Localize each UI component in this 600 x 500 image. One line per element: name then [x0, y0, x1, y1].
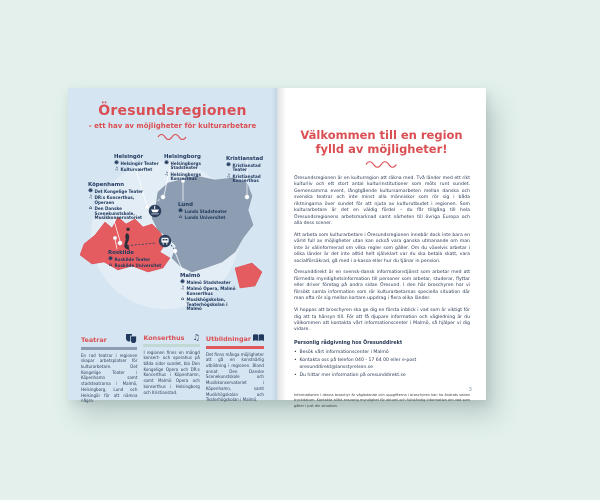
venue-item: ♫ Malmö Opera, Malmö Konserthus	[180, 287, 242, 296]
theater-masks-icon	[164, 162, 169, 167]
paragraph: Att arbeta som kulturarbetare i Öresundsregionen innebär dock inte bara en värld full av möjligheter utan kan också vara ganska utmanande om man inte är välinformerad om vilka regler som gäller. Om du växelvis arbetar i olika länder är det inte alltid helt självklart var du ska betala skatt, vara socialförsäkrad, gå med i a-kassa eller hur du tjänar in pension.	[294, 232, 470, 264]
venue-item: ⌂ Lunds Universitet	[178, 216, 230, 221]
city-name: Köpenhamn	[88, 182, 125, 188]
bullet-dot-icon: •	[294, 349, 297, 355]
venue-item: ♫ Kristianstad Konserthus	[226, 175, 270, 184]
map-legend	[81, 334, 264, 404]
city-group-kopenhamn	[88, 182, 152, 223]
legend-title: Teatrar	[81, 335, 107, 344]
city-group-helsingborg	[164, 154, 220, 184]
theater-masks-icon	[88, 190, 93, 195]
city-group-helsingor	[114, 154, 166, 174]
advice-bullet: • Du hittar mer information på oresunddirekt.se	[294, 372, 406, 378]
advice-bullet: • Kontakta oss på telefon 040 - 17 64 00 eller e-post oresunddirekt@lansstyrelsen.se	[294, 358, 417, 370]
venue-item: ☻ Malmö Stadsteater	[180, 281, 242, 286]
venue-item: ☻ Lunds Stadsteater	[178, 210, 230, 215]
footnote: Informationen i denna broschyr är vägledande och uppgifterna i broschyren kan ha ändrats sedan tryckdatum. Kontakta alltid ansvarig myndighet för aktuell och fullständig information om vad som gäller i just din situation.	[294, 393, 470, 408]
venue-item: ⌂ Roskilde Universitet	[108, 264, 162, 269]
legend-column-utbildningar	[206, 334, 264, 404]
legend-column-teatrar	[81, 334, 137, 404]
legend-text: En rad teatrar i regionen skapar arbetsplatser för kulturarbetare. Det Kongelige Teater i Köpenhamn samt stadsteatrarna i Malmö, Helsingborg, Lund och Helsingör för att nämna några.	[81, 352, 138, 404]
theater-masks-icon	[180, 281, 185, 286]
open-book-icon	[253, 334, 264, 344]
venue-item: ☻ Det Kongelige Teater	[88, 190, 152, 195]
bullet-dot-icon: •	[294, 358, 297, 364]
venue-item: ☻ Helsingör Teater	[114, 162, 166, 167]
theater-masks-icon	[226, 164, 231, 169]
venue-item: ♫ DR:s Koncerthus, Operaen	[88, 196, 152, 205]
wave-squiggle-icon	[157, 133, 189, 140]
music-note-icon	[226, 175, 231, 180]
city-name: Kristianstad	[226, 156, 264, 162]
page-right-text	[277, 88, 486, 408]
right-page-title: Välkommen till en region fylld av möjligheter!	[300, 128, 463, 157]
city-group-malmo	[180, 273, 242, 314]
legend-column-konserthus	[143, 334, 199, 404]
venue-item: ☻ Kristianstad Teater	[226, 164, 270, 173]
city-name: Roskilde	[108, 250, 134, 256]
bullet-dot-icon: •	[294, 372, 297, 378]
advice-heading: Personlig rådgivning hos Öresunddirekt	[294, 340, 403, 346]
advice-bullet: • Besök vårt informationscenter i Malmö	[294, 349, 389, 355]
theater-masks-icon	[108, 258, 113, 263]
music-note-icon: ♫	[192, 333, 200, 342]
body-text	[294, 176, 470, 409]
legend-underline-bar	[143, 344, 199, 347]
city-group-lund	[178, 202, 230, 222]
left-page-subtitle: - ett hav av möjligheter för kulturarbetare	[88, 122, 257, 130]
city-name: Helsingborg	[164, 154, 201, 160]
venue-item: ⌂ Musikhögskolan, Teaterhögskolan i Malmö	[180, 298, 242, 312]
legend-underline-bar	[206, 346, 264, 349]
music-note-icon	[164, 173, 169, 178]
venue-item: ⌂ Den Danske Scenekunstskole, Musikkonservatoriet	[88, 207, 152, 221]
city-name: Lund	[178, 202, 193, 208]
paragraph: Vi hoppas att broschyren ska ge dig en första inblick i vad som är viktigt för dig att ta hänsyn till. För att få djupare information och vägledning är du välkommen att kontakta vårt informationscenter i Malmö, så hjälper vi dig vidare.	[294, 308, 470, 333]
city-group-kristianstad	[226, 156, 270, 186]
building-icon	[180, 298, 185, 303]
building-icon	[178, 216, 183, 221]
page-left-map	[68, 88, 277, 404]
venue-item: ☻ Helsingborgs Stadsteater	[164, 162, 220, 171]
legend-underline-bar	[81, 347, 137, 350]
city-name: Malmö	[180, 273, 201, 279]
theater-masks-icon	[178, 210, 183, 215]
wave-squiggle-icon	[365, 160, 399, 168]
theater-masks-icon	[126, 334, 137, 345]
legend-text: I regionen finns en mängd konsert- och operahus på båda sidor sundet, bla Den Kongelige Opera och DR:s Koncerthus i Köpenhamn, samt Malmö Opera och konserthus i Helsingborg och Kristianstad.	[143, 349, 200, 395]
music-note-icon	[114, 168, 119, 173]
legend-text: Det finns många möjligheter att gå en konstnärlig utbildning i regionen. Bland annat Den Danske Scenekunstskole och Musikkonservatoriet i Köpenhamn, samt Musikhögskolan och Teaterhögskolan i Malmö.	[205, 351, 264, 403]
paragraph: Öresundsregionen är en kulturregion att räkna med. Två länder med ett rikt kulturliv och ett stort antal kulturinstitutioner som möts runt sundet. Gemensamma event, långtgående kultursamarbeten mellan danska och svenska teatrar och inte minst alla människor som rör sig i båda riktningarna över sundet för att njuta av kulturutbudet i regionen. Som kulturarbetare är det en väldig fördel – du får tillgång till hela Öresundsregionens arbetsmarknad samt närheten till övriga Europa och alla dess scener.	[294, 176, 470, 226]
venue-item: ♫ Helsingborgs Konserthus	[164, 173, 220, 182]
city-group-roskilde	[108, 250, 162, 270]
building-icon	[88, 207, 93, 212]
building-icon	[108, 264, 113, 269]
theater-masks-icon	[114, 162, 119, 167]
brochure-spread	[68, 88, 486, 408]
music-note-icon	[88, 196, 93, 201]
city-name: Helsingör	[114, 154, 144, 160]
legend-title: Konserthus	[143, 334, 185, 342]
music-note-icon	[180, 287, 185, 292]
venue-item: ☻ Roskilde Teater	[108, 258, 162, 263]
train-badge	[159, 235, 171, 247]
paragraph: Öresunddirekt är en svensk-dansk informationstjänst som arbetar med att förmedla myndighetsinformation till personer som arbetar, studerar, flyttar eller driver företag på andra sidan Öresund. I den här broschyren har vi försökt samla information som rör kulturarbetarnas speciella situation där man ofta rör sig mellan kortare uppdrag i flera olika länder.	[294, 270, 470, 302]
legend-title: Utbildningar	[205, 335, 251, 343]
page-number: 3	[468, 387, 472, 393]
venue-item: ♫ Kulturværftet	[114, 168, 166, 173]
left-page-title: Öresundsregionen	[98, 103, 247, 119]
